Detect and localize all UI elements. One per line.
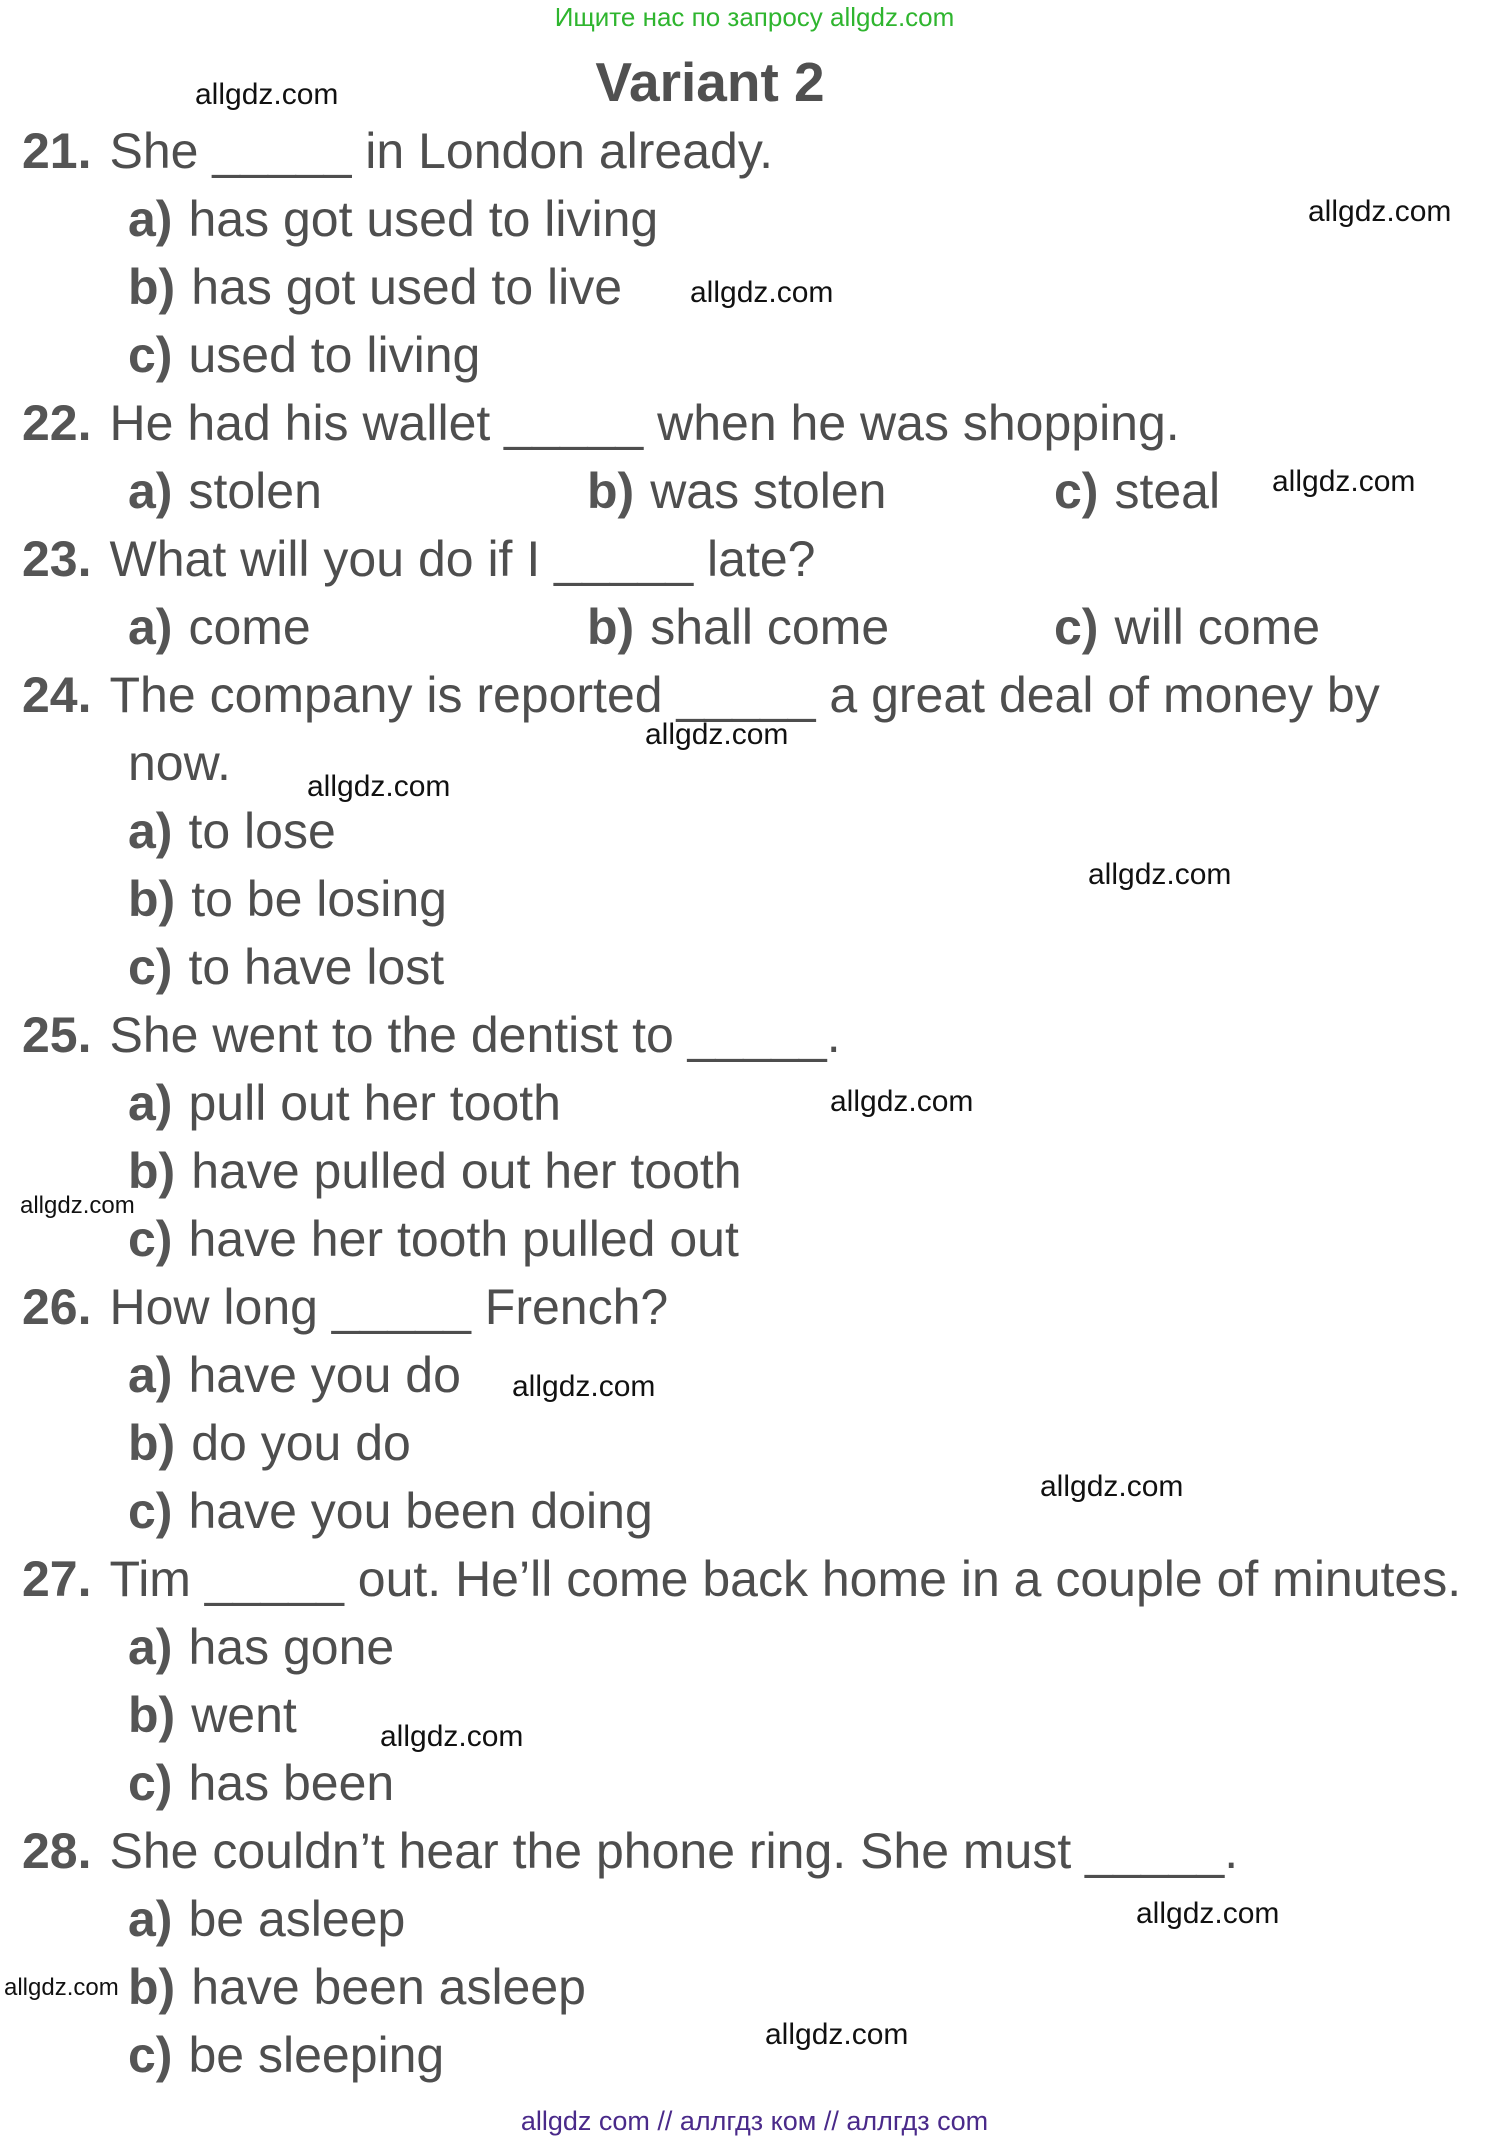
option-letter: c)	[128, 1483, 173, 1539]
question-text: What will you do if I _____ late?	[109, 531, 816, 587]
question-text: He had his wallet _____ when he was shopping.	[109, 395, 1180, 451]
option-letter: b)	[587, 463, 635, 519]
option-text: shall come	[650, 599, 890, 655]
option-letter: c)	[128, 939, 173, 995]
option-text: has gone	[188, 1619, 395, 1675]
option-28a	[128, 1891, 406, 1947]
option-text: have her tooth pulled out	[188, 1211, 739, 1267]
option-text: used to living	[188, 327, 481, 383]
option-text: have pulled out her tooth	[191, 1143, 742, 1199]
option-text: stolen	[188, 463, 322, 519]
option-28c	[128, 2027, 445, 2083]
question-number: 26.	[22, 1279, 92, 1335]
top-banner: Ищите нас по запросу allgdz.com	[554, 2, 955, 32]
watermark: allgdz.com	[20, 1192, 135, 1219]
option-letter: c)	[128, 2027, 173, 2083]
option-text: has got used to living	[188, 191, 659, 247]
option-23b	[587, 599, 890, 655]
watermark: allgdz.com	[645, 718, 789, 751]
watermark: allgdz.com	[512, 1370, 656, 1403]
option-21c	[128, 327, 481, 383]
page-title: Variant 2	[595, 51, 825, 113]
watermark: allgdz.com	[1272, 465, 1416, 498]
watermark: allgdz.com	[1088, 858, 1232, 891]
option-text: will come	[1114, 599, 1321, 655]
question-number: 24.	[22, 667, 92, 723]
question-text: She _____ in London already.	[109, 123, 774, 179]
watermark: allgdz.com	[765, 2018, 909, 2051]
option-24b	[128, 871, 447, 927]
option-letter: c)	[128, 1211, 173, 1267]
option-text: went	[191, 1687, 297, 1743]
question-number: 23.	[22, 531, 92, 587]
option-27a	[128, 1619, 395, 1675]
option-letter: b)	[128, 871, 176, 927]
option-text: steal	[1114, 463, 1221, 519]
option-letter: c)	[1054, 463, 1099, 519]
option-23c	[1054, 599, 1321, 655]
option-24c	[128, 939, 445, 995]
option-27b	[128, 1687, 297, 1743]
footer: allgdz com // аллгдз ком // аллгдз com	[520, 2106, 989, 2136]
option-22c	[1054, 463, 1221, 519]
option-25b	[128, 1143, 742, 1199]
watermark: allgdz.com	[307, 770, 451, 803]
option-25a	[128, 1075, 561, 1131]
question-27	[22, 1551, 1462, 1607]
option-letter: b)	[128, 259, 176, 315]
question-number: 28.	[22, 1823, 92, 1879]
option-letter: c)	[128, 327, 173, 383]
watermark: allgdz.com	[1040, 1470, 1184, 1503]
question-22	[22, 395, 1180, 451]
option-28b	[128, 1959, 586, 2015]
question-21	[22, 123, 774, 179]
watermark: allgdz.com	[380, 1720, 524, 1753]
option-letter: b)	[128, 1687, 176, 1743]
question-23	[22, 531, 816, 587]
question-text: She went to the dentist to _____.	[109, 1007, 841, 1063]
option-text: be asleep	[188, 1891, 406, 1947]
watermark: allgdz.com	[690, 276, 834, 309]
option-22a	[128, 463, 322, 519]
option-text: do you do	[191, 1415, 411, 1471]
option-letter: c)	[1054, 599, 1099, 655]
option-text: have you do	[188, 1347, 461, 1403]
watermark: allgdz.com	[4, 1974, 119, 2001]
question-text: Tim _____ out. He’ll come back home in a couple of minutes.	[109, 1551, 1462, 1607]
option-text: have you been doing	[188, 1483, 653, 1539]
question-text: She couldn’t hear the phone ring. She must _____.	[109, 1823, 1239, 1879]
option-text: has got used to live	[191, 259, 623, 315]
option-27c	[128, 1755, 395, 1811]
option-26a	[128, 1347, 461, 1403]
question-number: 22.	[22, 395, 92, 451]
watermark: allgdz.com	[1308, 195, 1452, 228]
watermark: allgdz.com	[1136, 1897, 1280, 1930]
question-text: How long _____ French?	[109, 1279, 669, 1335]
option-21a	[128, 191, 659, 247]
question-24-continuation: now.	[128, 735, 231, 791]
option-text: be sleeping	[188, 2027, 445, 2083]
option-text: to have lost	[188, 939, 445, 995]
question-number: 27.	[22, 1551, 92, 1607]
option-25c	[128, 1211, 739, 1267]
option-letter: b)	[587, 599, 635, 655]
question-25	[22, 1007, 841, 1063]
option-22b	[587, 463, 887, 519]
question-28	[22, 1823, 1239, 1879]
option-text: to be losing	[191, 871, 447, 927]
option-letter: c)	[128, 1755, 173, 1811]
option-text: have been asleep	[191, 1959, 586, 2015]
question-number: 21.	[22, 123, 92, 179]
option-letter: a)	[128, 1075, 173, 1131]
option-letter: a)	[128, 599, 173, 655]
option-text: pull out her tooth	[188, 1075, 561, 1131]
question-text: The company is reported _____ a great deal of money by	[109, 667, 1380, 723]
option-letter: a)	[128, 803, 173, 859]
option-letter: b)	[128, 1143, 176, 1199]
watermark: allgdz.com	[195, 78, 339, 111]
option-text: was stolen	[650, 463, 887, 519]
option-text: to lose	[188, 803, 336, 859]
option-letter: b)	[128, 1415, 176, 1471]
option-letter: a)	[128, 463, 173, 519]
option-text: has been	[188, 1755, 395, 1811]
option-letter: b)	[128, 1959, 176, 2015]
option-text: come	[188, 599, 311, 655]
option-letter: a)	[128, 1891, 173, 1947]
option-23a	[128, 599, 311, 655]
watermark: allgdz.com	[830, 1085, 974, 1118]
option-26b	[128, 1415, 411, 1471]
option-letter: a)	[128, 1619, 173, 1675]
question-number: 25.	[22, 1007, 92, 1063]
option-24a	[128, 803, 336, 859]
option-21b	[128, 259, 623, 315]
question-26	[22, 1279, 669, 1335]
question-24	[22, 667, 1380, 723]
option-26c	[128, 1483, 653, 1539]
option-letter: a)	[128, 1347, 173, 1403]
option-letter: a)	[128, 191, 173, 247]
